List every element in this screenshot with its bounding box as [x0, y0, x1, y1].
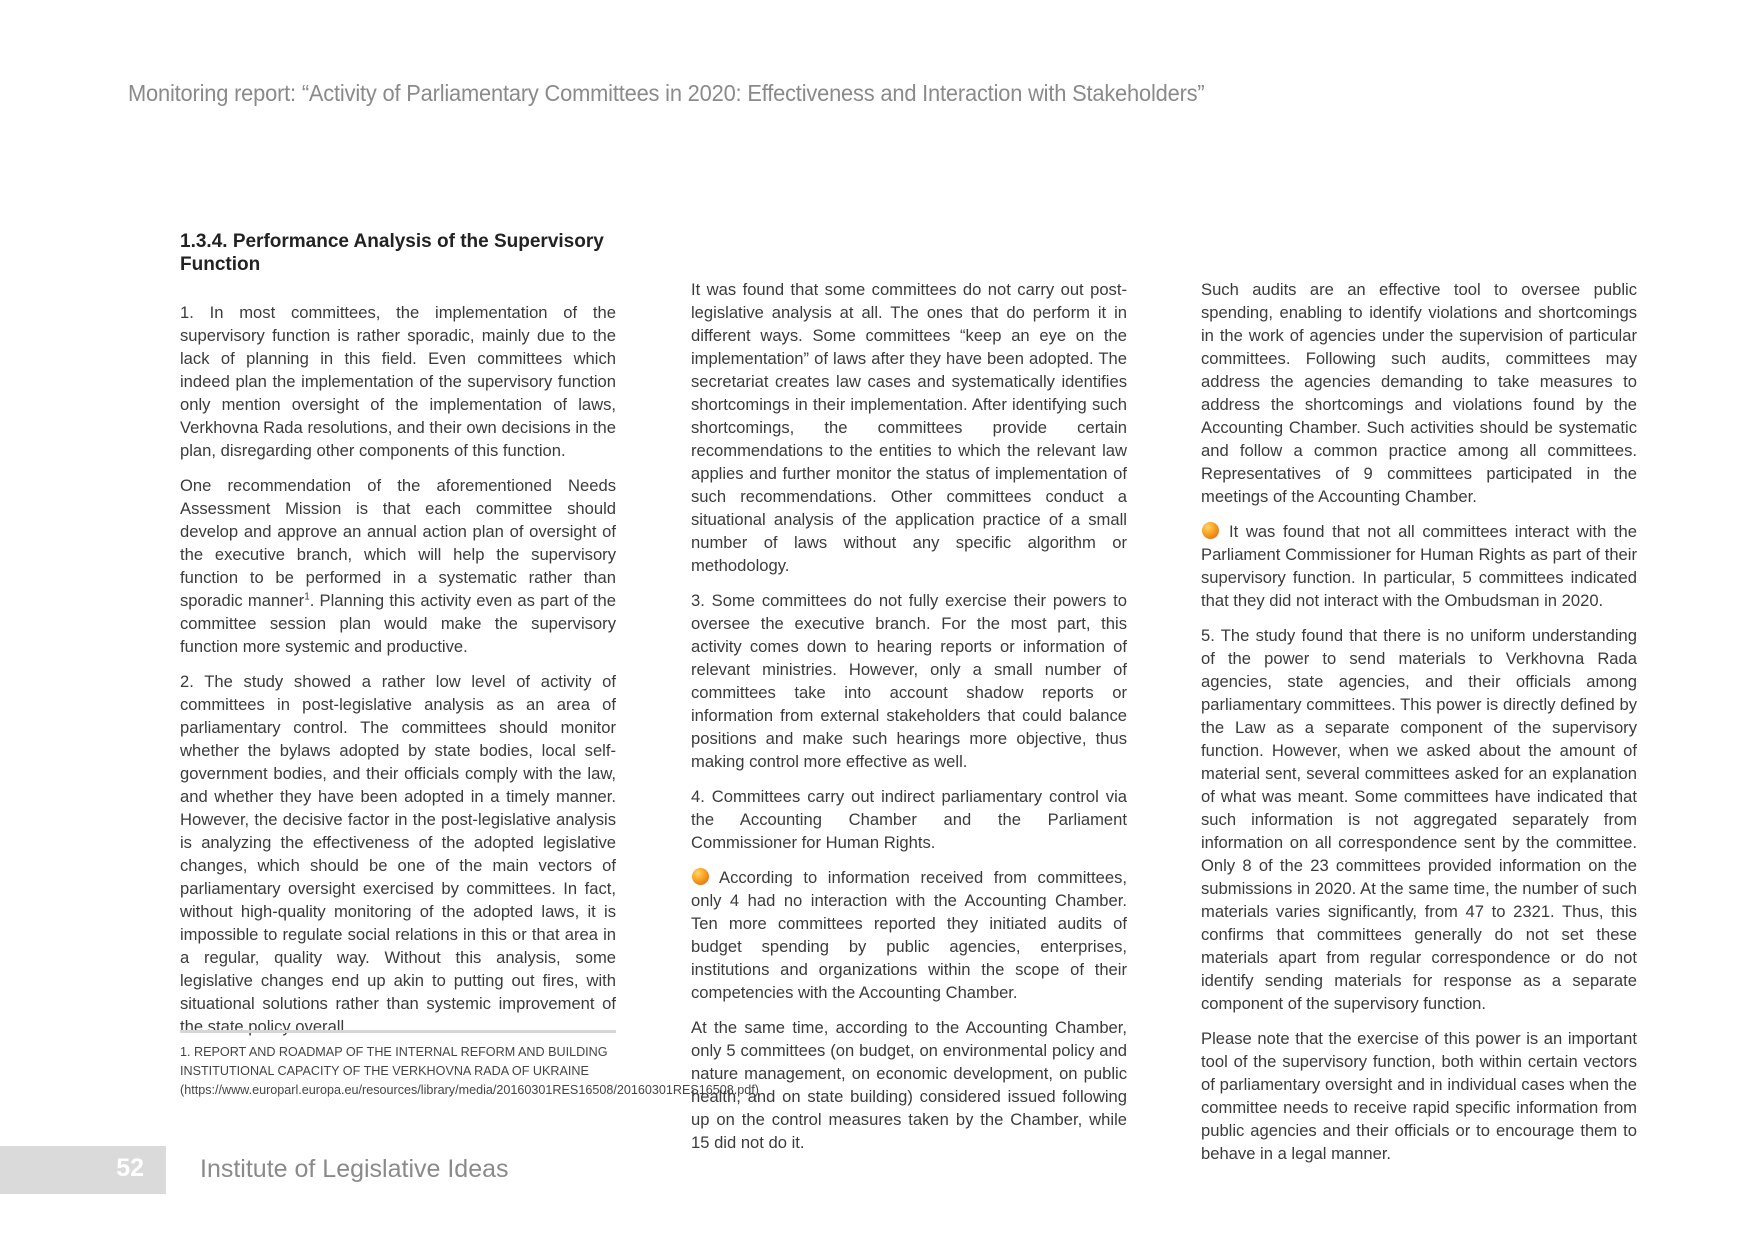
bullet-paragraph — [1201, 520, 1637, 612]
section-title: 1.3.4. Performance Analysis of the Supervisory Function — [180, 231, 604, 275]
paragraph-text: According to information received from committees, only 4 had no interaction with the Accounting Chamber. Ten more committees reported they initiated audits of budget spending by public agencies, enterprises, institutions and organizations within the scope of their competencies with the Accounting Chamber. — [691, 868, 1127, 1002]
paragraph — [180, 474, 616, 658]
running-header-title: Monitoring report: “Activity of Parliamentary Committees in 2020: Effectiveness and Interaction with Stakeholders” — [128, 80, 1205, 106]
paragraph: 1. In most committees, the implementation of the supervisory function is rather sporadic, mainly due to the lack of planning in this field. Even committees which indeed plan the implementation of the supervisory function only mention oversight of the implementation of laws, Verkhovna Rada resolutions, and their own decisions in the plan, disregarding other components of this function. — [180, 303, 616, 460]
text-column-2 — [691, 278, 1127, 1166]
paragraph: Please note that the exercise of this power is an important tool of the supervisory function, both within certain vectors of parliamentary oversight and in individual cases when the committee needs to receive rapid specific information from public agencies and their officials or to encourage them to behave in a legal manner. — [1201, 1029, 1637, 1163]
paragraph: 5. The study found that there is no uniform understanding of the power to send materials to Verkhovna Rada agencies, state agencies, and their officials among parliamentary committees. This power is directly defined by the Law as a separate component of the supervisory function. However, when we asked about the amount of material sent, several committees asked for an explanation of what was meant. Some committees have indicated that such information is not aggregated separately from information on all correspondence sent by the committee. Only 8 of the 23 committees provided information on the submissions in 2020. At the same time, the number of such materials varies significantly, from 47 to 2321. Thus, this confirms that committees generally do not set these materials apart from regular correspondence or do not identify sending materials for response as a separate component of the supervisory function. — [1201, 626, 1637, 1013]
footnote: 1. REPORT AND ROADMAP OF THE INTERNAL REFORM AND BUILDING INSTITUTIONAL CAPACITY OF THE VERKHOVNA RADA OF UKRAINE (https://www.europarl.europa.eu/resources/library/media/20160301RES16508/20160301RES16508.pdf) — [180, 1030, 616, 1100]
bullet-paragraph — [691, 866, 1127, 1004]
paragraph: 2. The study showed a rather low level of activity of committees in post-legislative analysis as an area of parliamentary control. The committees should monitor whether the bylaws adopted by state bodies, local self-government bodies, and their officials comply with the law, and whether they have been adopted in a timely manner. However, the decisive factor in the post-legislative analysis is analyzing the effectiveness of the adopted legislative changes, which should be one of the main vectors of parliamentary oversight exercised by committees. In fact, without high-quality monitoring of the adopted laws, it is impossible to regulate social relations in this or that area in a regular, quality way. Without this analysis, some legislative changes end up akin to putting out fires, with situational solutions rather than systemic improvement of the state policy overall. — [180, 672, 616, 1036]
orange-circle-bullet-icon — [1202, 522, 1219, 539]
paragraph: At the same time, according to the Accounting Chamber, only 5 committees (on budget, on environmental policy and nature management, on economic development, on public health, and on state building) considered issued following up on the control measures taken by the Chamber, while 15 did not do it. — [691, 1018, 1127, 1152]
paragraph-text: . Planning this activity even as part of the committee session plan would make the supervisory function more systemic and productive. — [180, 591, 616, 656]
paragraph: It was found that some committees do not carry out post-legislative analysis at all. The ones that do perform it in different ways. Some committees “keep an eye on the implementation” of laws after they have been adopted. The secretariat creates law cases and systematically identifies shortcomings in their implementation. After identifying such shortcomings, the committees provide certain recommendations to the entities to which the relevant law applies and further monitor the status of implementation of such recommendations. Other committees conduct a situational analysis of the application practice of a small number of laws without any specific algorithm or methodology. — [691, 280, 1127, 575]
publisher-name: Institute of Legislative Ideas — [200, 1155, 509, 1183]
footnote-reference[interactable]: 1 — [304, 591, 310, 603]
paragraph-text: It was found that not all committees interact with the Parliament Commissioner for Human Rights as part of their supervisory function. In particular, 5 committees indicated that they did not interact with the Ombudsman in 2020. — [1201, 522, 1637, 610]
page-number: 52 — [116, 1154, 144, 1182]
text-column-1 — [180, 230, 616, 1050]
paragraph: 4. Committees carry out indirect parliamentary control via the Accounting Chamber and the Parliament Commissioner for Human Rights. — [691, 787, 1127, 852]
paragraph-text: One recommendation of the aforementioned Needs Assessment Mission is that each committee should develop and approve an annual action plan of oversight of the executive branch, which will help the supervisory function to be performed in a systematic rather than sporadic manner — [180, 476, 616, 610]
page-number-box — [0, 1146, 166, 1194]
orange-circle-bullet-icon — [692, 868, 709, 885]
paragraph: Such audits are an effective tool to oversee public spending, enabling to identify violations and shortcomings in the work of agencies under the supervision of particular committees. Following such audits, committees may address the agencies demanding to take measures to address the shortcomings and violations found by the Accounting Chamber. Such activities should be systematic and follow a common practice among all committees. Representatives of 9 committees participated in the meetings of the Accounting Chamber. — [1201, 280, 1637, 506]
text-column-3 — [1201, 278, 1637, 1177]
paragraph: 3. Some committees do not fully exercise their powers to oversee the executive branch. For the most part, this activity comes down to hearing reports or information of relevant ministries. However, only a small number of committees take into account shadow reports or information from external stakeholders that could balance positions and make such hearings more objective, thus making control more effective as well. — [691, 591, 1127, 771]
